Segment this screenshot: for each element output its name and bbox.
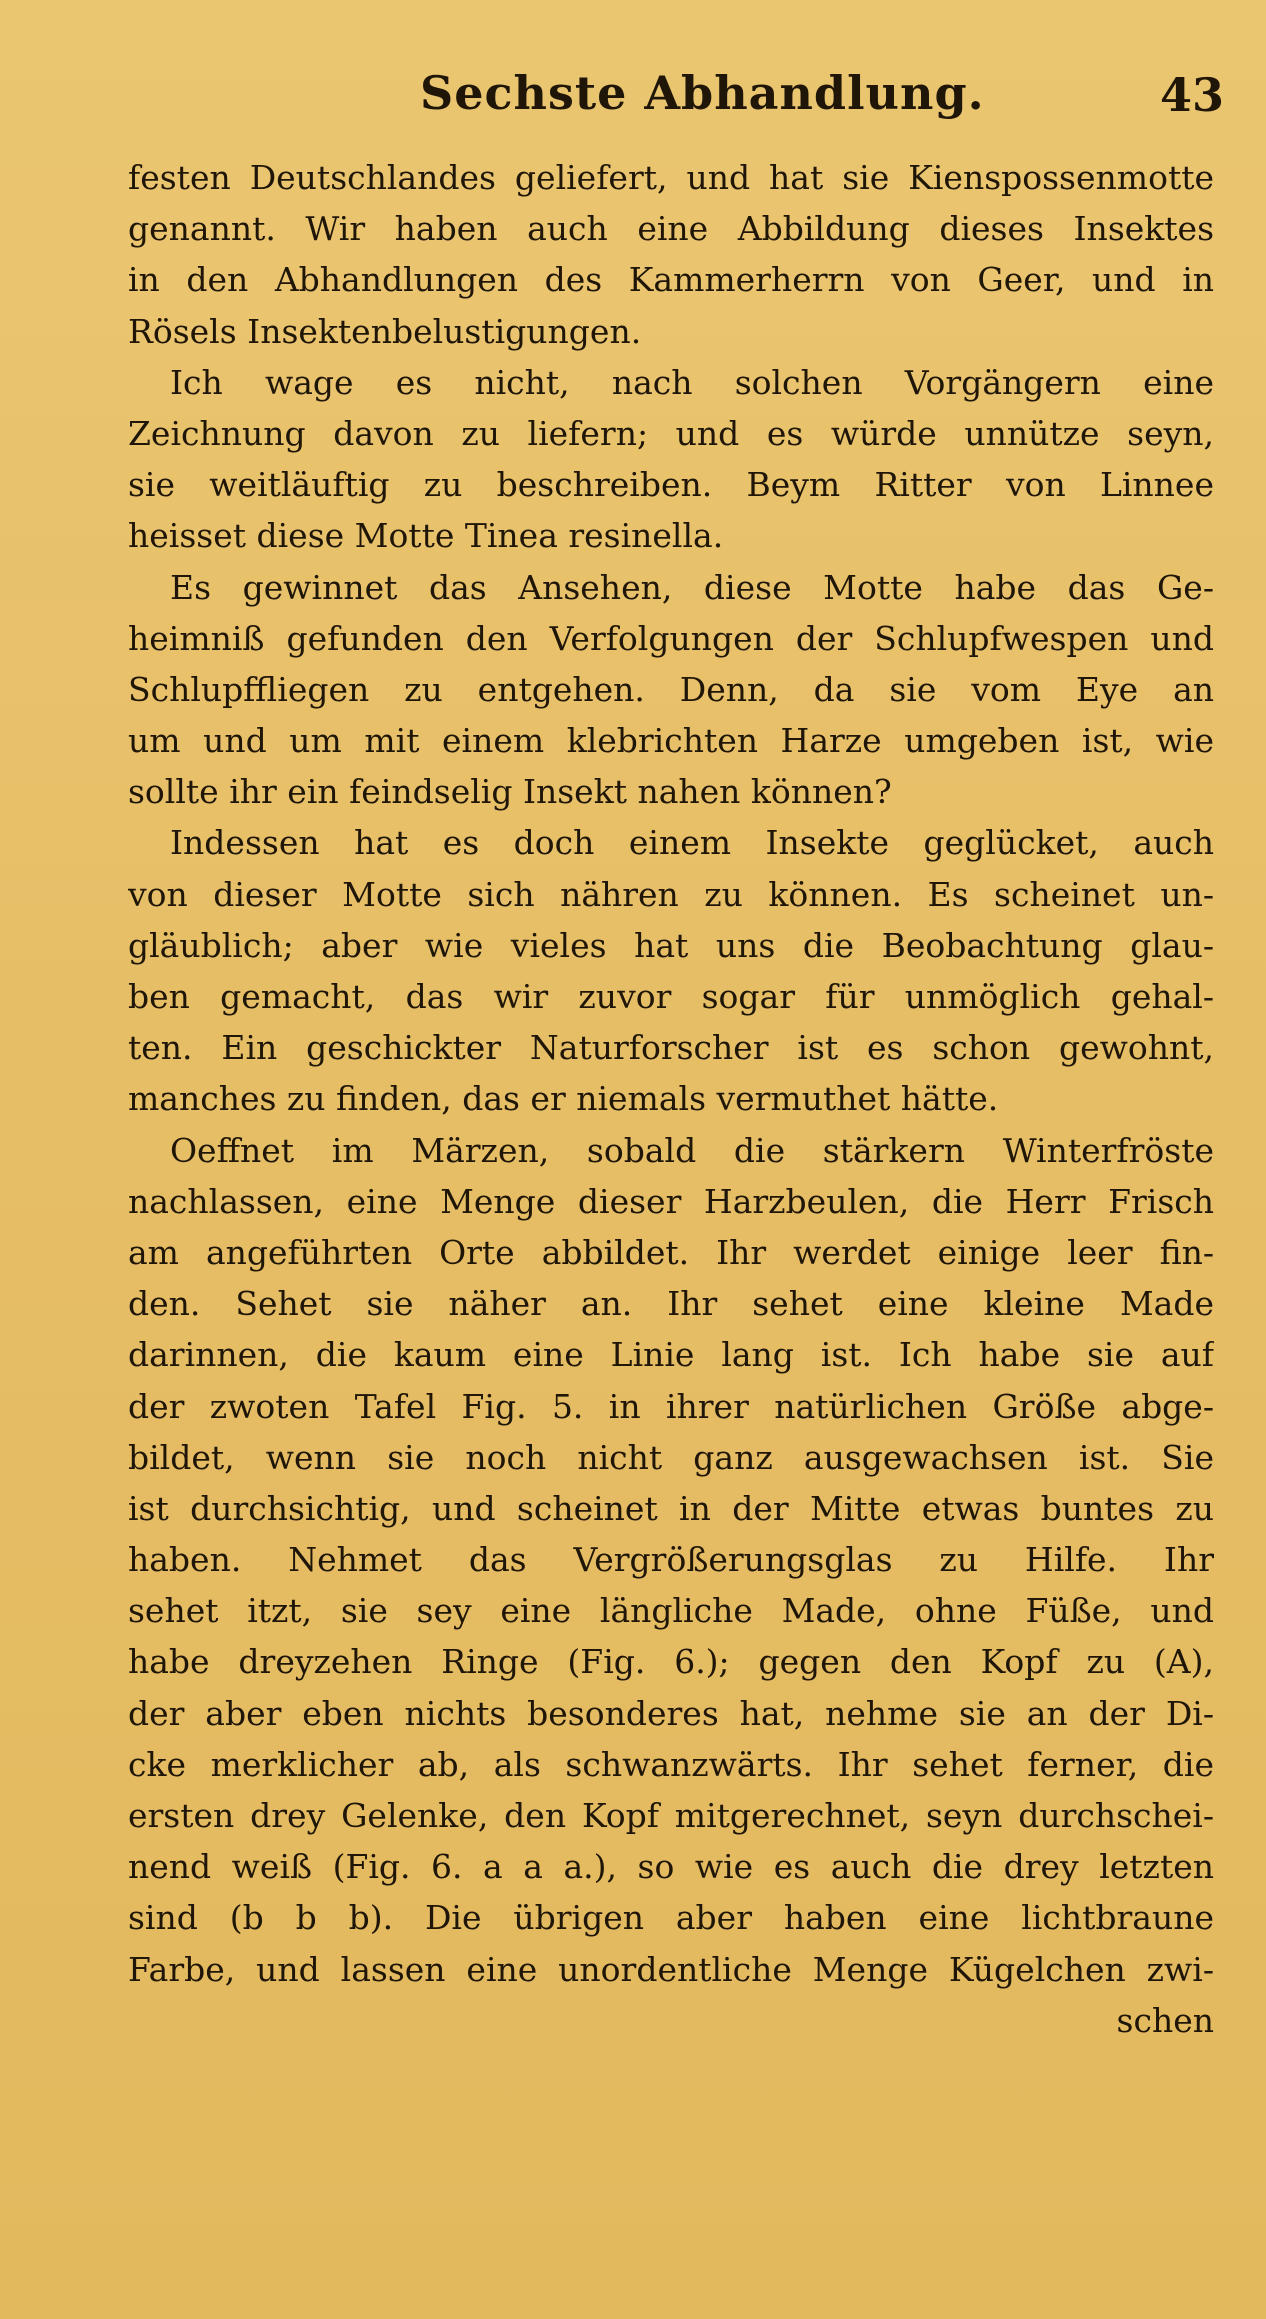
text-line: gläublich; aber wie vieles hat uns die Beobachtung glau-	[128, 925, 1214, 965]
text-line: Ich wage es nicht, nach solchen Vorgängern eine	[170, 362, 1214, 402]
text-line: der zwoten Tafel Fig. 5. in ihrer natürlichen Größe abge-	[128, 1386, 1214, 1426]
text-line: Rösels Insektenbelustigungen.	[128, 311, 642, 351]
text-line: ersten drey Gelenke, den Kopf mitgerechnet, seyn durchschei-	[128, 1796, 1214, 1835]
text-line: Oeffnet im Märzen, sobald die stärkern Winterfröste	[170, 1130, 1214, 1170]
text-line: heimniß gefunden den Verfolgungen der Schlupfwespen und	[128, 618, 1214, 658]
text-line: Schlupffliegen zu entgehen. Denn, da sie vom Eye an	[128, 669, 1214, 709]
text-line: ben gemacht, das wir zuvor sogar für unmöglich gehal-	[128, 977, 1214, 1016]
text-line: habe dreyzehen Ringe (Fig. 6.); gegen den Kopf zu (A),	[128, 1642, 1214, 1682]
text-line: Farbe, und lassen eine unordentliche Menge Kügelchen zwi-	[128, 1949, 1214, 1989]
text-line: der aber eben nichts besonderes hat, nehme sie an der Di-	[128, 1693, 1214, 1733]
text-line: Zeichnung davon zu liefern; und es würde unnütze seyn,	[128, 413, 1214, 453]
text-line: manches zu finden, das er niemals vermuthet hätte.	[128, 1079, 999, 1119]
text-line: bildet, wenn sie noch nicht ganz ausgewachsen ist. Sie	[128, 1437, 1214, 1477]
text-line: von dieser Motte sich nähren zu können. Es scheinet un-	[128, 874, 1214, 914]
text-line: cke merklicher ab, als schwanzwärts. Ihr sehet ferner, die	[128, 1744, 1214, 1784]
text-line: Es gewinnet das Ansehen, diese Motte habe das Ge-	[170, 567, 1214, 607]
text-line: sehet itzt, sie sey eine längliche Made, ohne Füße, und	[128, 1591, 1214, 1631]
catchword: schen	[1116, 2000, 1214, 2040]
text-line: ist durchsichtig, und scheinet in der Mitte etwas buntes zu	[128, 1488, 1214, 1528]
text-line: Indessen hat es doch einem Insekte geglücket, auch	[170, 823, 1214, 863]
running-title: Sechste Abhandlung.	[420, 66, 985, 120]
text-line: ten. Ein geschickter Naturforscher ist es schon gewohnt,	[128, 1028, 1214, 1068]
text-line: den. Sehet sie näher an. Ihr sehet eine kleine Made	[128, 1284, 1214, 1324]
text-line: sollte ihr ein feindselig Insekt nahen können?	[128, 772, 892, 812]
text-line: nachlassen, eine Menge dieser Harzbeulen, die Herr Frisch	[128, 1181, 1214, 1221]
text-line: in den Abhandlungen des Kammerherrn von Geer, und in	[128, 260, 1214, 300]
text-line: darinnen, die kaum eine Linie lang ist. Ich habe sie auf	[128, 1335, 1214, 1375]
text-line: sie weitläuftig zu beschreiben. Beym Ritter von Linnee	[128, 465, 1214, 505]
text-line: genannt. Wir haben auch eine Abbildung dieses Insektes	[128, 209, 1214, 249]
text-line: heisset diese Motte Tinea resinella.	[128, 516, 724, 556]
text-line: haben. Nehmet das Vergrößerungsglas zu Hilfe. Ihr	[128, 1540, 1214, 1580]
text-line: festen Deutschlandes geliefert, und hat sie Kienspossenmotte	[128, 158, 1214, 197]
page-number: 43	[1160, 68, 1225, 122]
page-header	[0, 66, 1266, 136]
text-line: sind (b b b). Die übrigen aber haben eine lichtbraune	[128, 1898, 1214, 1938]
text-line: am angeführten Orte abbildet. Ihr werdet einige leer fin-	[128, 1232, 1214, 1272]
body-text	[128, 152, 1214, 2046]
text-line: um und um mit einem klebrichten Harze umgeben ist, wie	[128, 721, 1214, 761]
text-line: nend weiß (Fig. 6. a a a.), so wie es auch die drey letzten	[128, 1847, 1214, 1887]
